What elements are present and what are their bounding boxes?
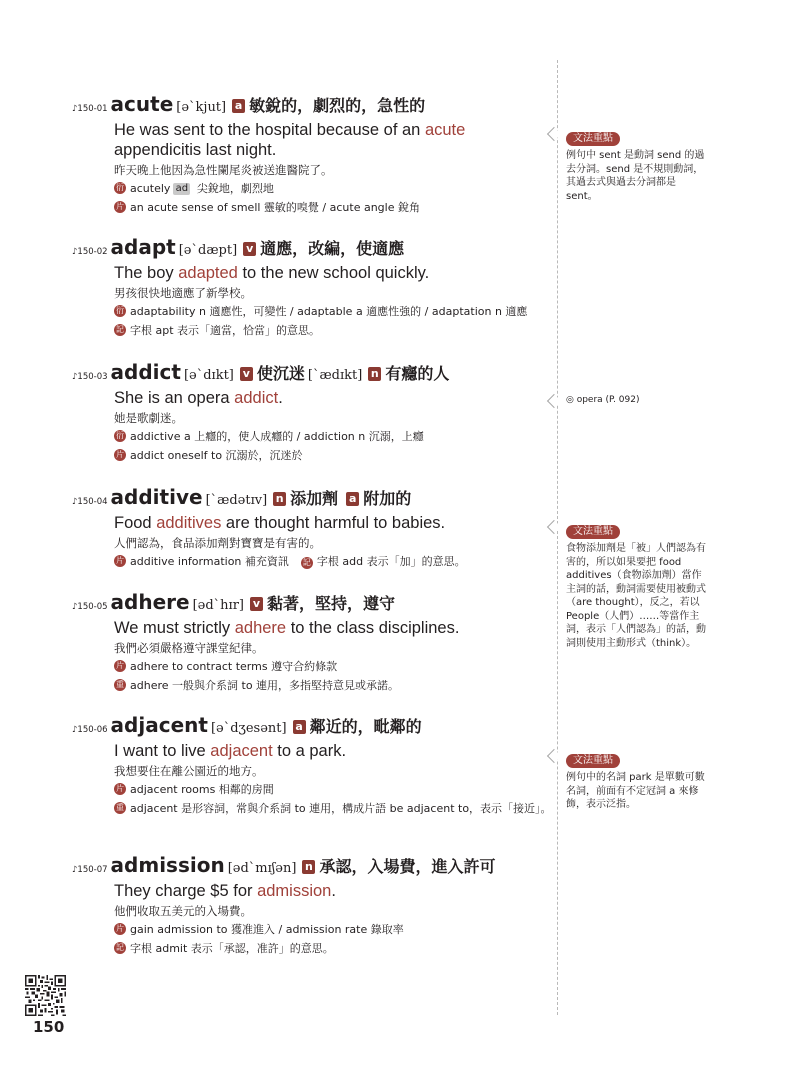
pos-badge: n xyxy=(302,860,315,874)
note-memory: 記 字根 apt 表示「適當，恰當」的意思。 xyxy=(116,324,321,337)
headword: additive xyxy=(110,485,203,509)
example-translation: 昨天晚上他因為急性闌尾炎被送進醫院了。 xyxy=(114,163,333,177)
definition: 附加的 xyxy=(363,489,412,508)
note-phrase: 片 an acute sense of smell 靈敏的嗅覺 / acute angle 銳角 xyxy=(116,201,420,214)
entry-additive xyxy=(72,485,550,571)
phrase-tag: 片 xyxy=(116,202,124,211)
definition: 敏銳的，劇烈的，急性的 xyxy=(249,96,426,115)
entry-adjacent xyxy=(72,713,550,818)
headword-line xyxy=(72,360,550,388)
note-derivative: 衍 addictive a 上癮的，使人成癮的 / addiction n 沉溺，上癮 xyxy=(116,430,424,443)
audio-track-code[interactable]: ♪150-04 xyxy=(72,497,108,507)
grammar-note-text: 例句中 sent 是動詞 send 的過去分詞。send 是不規則動詞，其過去式與過去分詞都是 sent。 xyxy=(566,150,705,202)
memory-tag: 記 xyxy=(116,325,124,334)
definition: 有癮的人 xyxy=(385,364,450,383)
note-derivative: 衍 adaptability n 適應性，可變性 / adaptable a 適應性強的 / adaptation n 適應 xyxy=(116,305,528,318)
example-translation: 男孩很快地適應了新學校。 xyxy=(114,286,252,300)
phonetic-noun: [ˋædɪkt] xyxy=(307,368,363,383)
headword: addict xyxy=(110,360,181,384)
pos-badge: n xyxy=(273,492,286,506)
entry-adhere xyxy=(72,590,550,695)
sidebar-cross-reference xyxy=(549,393,709,407)
example-sentence: They charge $5 for admission. xyxy=(114,882,336,900)
pos-badge: a xyxy=(293,720,306,734)
derivative-tag: 衍 xyxy=(116,306,124,315)
note-phrase: 片 adhere to contract terms 遵守合約條款 xyxy=(116,660,338,673)
phrase-tag: 片 xyxy=(116,556,124,565)
grammar-badge: 文法重點 xyxy=(566,525,620,539)
note-key: 重 adjacent 是形容詞，常與介系詞 to 連用，構成片語 be adjacent to，表示「接近」。 xyxy=(116,802,552,815)
qr-code-icon[interactable] xyxy=(25,975,66,1016)
pointer-arrow-icon xyxy=(547,127,561,141)
example-sentence: She is an opera addict. xyxy=(114,389,283,407)
headword-line xyxy=(72,590,550,618)
headword: adjacent xyxy=(110,713,208,737)
definition: 黏著，堅持，遵守 xyxy=(267,594,396,613)
sidebar-grammar-note xyxy=(549,519,709,650)
pos-badge: v xyxy=(250,597,263,611)
example-translation: 人們認為，食品添加劑對寶寶是有害的。 xyxy=(114,536,321,550)
note-memory: 記 字根 admit 表示「承認，准許」的意思。 xyxy=(116,942,334,955)
example-sentence: We must strictly adhere to the class disciplines. xyxy=(114,619,460,637)
note-key: 重 adhere 一般與介系詞 to 連用，多指堅持意見或承諾。 xyxy=(116,679,400,692)
definition: 承認，入場費，進入許可 xyxy=(319,857,496,876)
phonetic: [əˋdʒesənt] xyxy=(210,721,287,736)
derivative-tag: 衍 xyxy=(116,431,124,440)
phonetic: [əˋdɪkt] xyxy=(183,368,234,383)
grammar-note-text: 食物添加劑是「被」人們認為有害的，所以如果要把 food additives（食物添加劑）當作主詞的話，動詞需要使用被動式（are thought），反之，若以 People（人們）……等當作主詞，表示「人們認為」的話，動詞則使用主動形式（think）。 xyxy=(566,543,706,649)
audio-track-code[interactable]: ♪150-01 xyxy=(72,104,108,114)
derivative-tag: 衍 xyxy=(116,183,124,192)
definition: 添加劑 xyxy=(290,489,339,508)
definition: 鄰近的，毗鄰的 xyxy=(309,717,422,736)
entry-acute xyxy=(72,92,550,217)
headword: admission xyxy=(110,853,225,877)
example-sentence: He was sent to the hospital because of an acute appendicitis last night. xyxy=(114,121,466,159)
pos-badge: a xyxy=(346,492,359,506)
example-translation: 他們收取五美元的入場費。 xyxy=(114,904,252,918)
example-sentence: I want to live adjacent to a park. xyxy=(114,742,347,760)
phrase-tag: 片 xyxy=(116,924,124,933)
pos-badge: n xyxy=(368,367,381,381)
headword: acute xyxy=(110,92,174,116)
note-derivative: 衍 acutely ad 尖銳地，劇烈地 xyxy=(116,182,274,195)
note-phrase: 片 addict oneself to 沉溺於，沉迷於 xyxy=(116,449,303,462)
example-sentence: The boy adapted to the new school quickly. xyxy=(114,264,430,282)
note-phrase-memory: 片 additive information 補充資訊 記 字根 add 表示「加」的意思。 xyxy=(116,555,466,568)
cross-reference-link[interactable]: ◎ opera (P. 092) xyxy=(566,395,640,405)
headword-line xyxy=(72,485,550,513)
audio-track-code[interactable]: ♪150-07 xyxy=(72,865,108,875)
audio-track-code[interactable]: ♪150-03 xyxy=(72,372,108,382)
phonetic: [əˋdæpt] xyxy=(178,243,238,258)
headword-line xyxy=(72,713,550,741)
audio-track-code[interactable]: ♪150-05 xyxy=(72,602,108,612)
grammar-badge: 文法重點 xyxy=(566,754,620,768)
entry-adapt xyxy=(72,235,550,340)
example-translation: 我想要住在離公園近的地方。 xyxy=(114,764,264,778)
page-number: 150 xyxy=(33,1018,65,1036)
phrase-tag: 片 xyxy=(116,784,124,793)
headword-line xyxy=(72,92,550,120)
entry-addict xyxy=(72,360,550,465)
phrase-tag: 片 xyxy=(116,661,124,670)
headword-line xyxy=(72,235,550,263)
memory-tag: 記 xyxy=(116,943,124,952)
phonetic: [əˋkjut] xyxy=(176,100,227,115)
entry-admission xyxy=(72,853,550,958)
headword: adapt xyxy=(110,235,176,259)
audio-track-code[interactable]: ♪150-02 xyxy=(72,247,108,257)
sidebar-grammar-note xyxy=(549,126,709,203)
pointer-arrow-icon xyxy=(547,749,561,763)
pos-badge: v xyxy=(240,367,253,381)
phonetic: [ˋædətɪv] xyxy=(205,493,268,508)
sidebar-grammar-note xyxy=(549,748,709,812)
phrase-tag: 片 xyxy=(116,450,124,459)
phonetic: [ədˋmɪʃən] xyxy=(227,861,297,876)
grammar-note-text: 例句中的名詞 park 是單數可數名詞，前面有不定冠詞 a 來修飾，表示泛指。 xyxy=(566,772,705,810)
pointer-arrow-icon xyxy=(547,520,561,534)
note-phrase: 片 gain admission to 獲准進入 / admission rate 錄取率 xyxy=(116,923,404,936)
pointer-arrow-icon xyxy=(547,394,561,408)
example-sentence: Food additives are thought harmful to babies. xyxy=(114,514,446,532)
phonetic: [ədˋhɪr] xyxy=(192,598,244,613)
pos-badge: v xyxy=(243,242,256,256)
key-tag: 重 xyxy=(116,803,124,812)
key-tag: 重 xyxy=(116,680,124,689)
grammar-badge: 文法重點 xyxy=(566,132,620,146)
definition: 適應，改編，使適應 xyxy=(260,239,405,258)
note-phrase: 片 adjacent rooms 相鄰的房間 xyxy=(116,783,274,796)
pos-badge: a xyxy=(232,99,245,113)
example-translation: 她是歌劇迷。 xyxy=(114,411,183,425)
headword: adhere xyxy=(110,590,190,614)
headword-line xyxy=(72,853,550,881)
memory-tag: 記 xyxy=(302,558,311,567)
example-translation: 我們必須嚴格遵守課堂紀律。 xyxy=(114,641,264,655)
audio-track-code[interactable]: ♪150-06 xyxy=(72,725,108,735)
definition: 使沉迷 xyxy=(256,364,305,383)
